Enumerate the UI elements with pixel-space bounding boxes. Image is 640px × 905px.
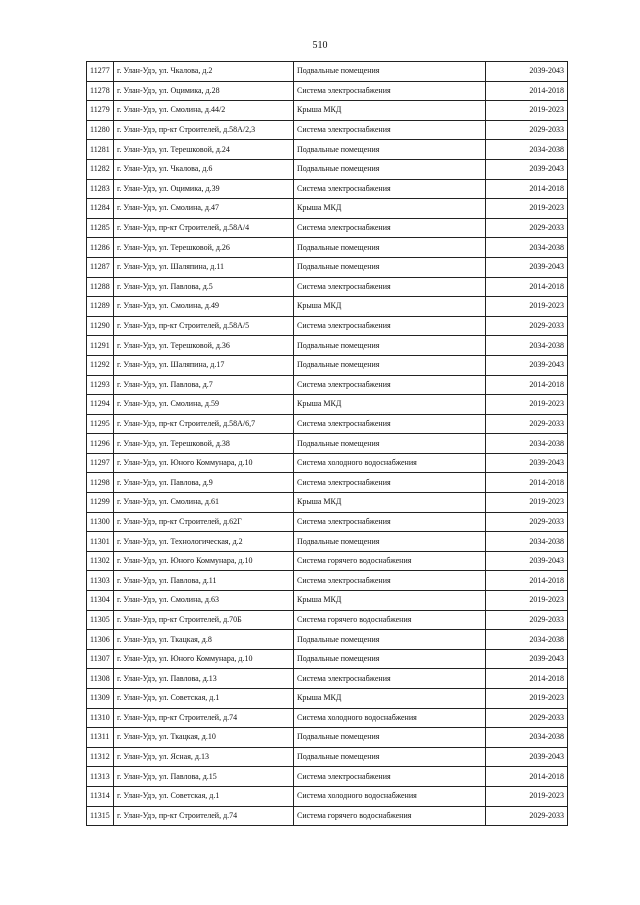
address-cell: г. Улан-Удэ, ул. Павлова, д.15 — [114, 767, 294, 787]
row-number-cell: 11296 — [87, 434, 114, 454]
address-cell: г. Улан-Удэ, ул. Смолина, д.47 — [114, 199, 294, 219]
period-cell: 2029-2033 — [486, 610, 568, 630]
period-cell: 2019-2023 — [486, 101, 568, 121]
address-cell: г. Улан-Удэ, ул. Шаляпина, д.11 — [114, 257, 294, 277]
system-cell: Система электроснабжения — [294, 473, 486, 493]
row-number-cell: 11306 — [87, 630, 114, 650]
system-cell: Подвальные помещения — [294, 336, 486, 356]
row-number-cell: 11304 — [87, 591, 114, 611]
row-number-cell: 11295 — [87, 414, 114, 434]
address-cell: г. Улан-Удэ, ул. Павлова, д.5 — [114, 277, 294, 297]
system-cell: Система электроснабжения — [294, 414, 486, 434]
table-row — [87, 669, 568, 689]
table-row — [87, 218, 568, 238]
row-number-cell: 11287 — [87, 257, 114, 277]
table-row — [87, 277, 568, 297]
table-row — [87, 708, 568, 728]
table-row — [87, 786, 568, 806]
system-cell: Система электроснабжения — [294, 571, 486, 591]
table-row — [87, 630, 568, 650]
table-row — [87, 355, 568, 375]
table-row — [87, 140, 568, 160]
system-cell: Подвальные помещения — [294, 62, 486, 82]
period-cell: 2019-2023 — [486, 786, 568, 806]
address-cell: г. Улан-Удэ, ул. Смолина, д.44/2 — [114, 101, 294, 121]
system-cell: Подвальные помещения — [294, 747, 486, 767]
system-cell: Подвальные помещения — [294, 630, 486, 650]
row-number-cell: 11291 — [87, 336, 114, 356]
address-cell: г. Улан-Удэ, ул. Павлова, д.11 — [114, 571, 294, 591]
row-number-cell: 11301 — [87, 532, 114, 552]
period-cell: 2034-2038 — [486, 630, 568, 650]
address-cell: г. Улан-Удэ, ул. Ткацкая, д.10 — [114, 728, 294, 748]
period-cell: 2034-2038 — [486, 532, 568, 552]
table-row — [87, 551, 568, 571]
system-cell: Система электроснабжения — [294, 375, 486, 395]
row-number-cell: 11284 — [87, 199, 114, 219]
row-number-cell: 11298 — [87, 473, 114, 493]
table-row — [87, 414, 568, 434]
period-cell: 2034-2038 — [486, 238, 568, 258]
address-cell: г. Улан-Удэ, пр-кт Строителей, д.58А/2,3 — [114, 120, 294, 140]
row-number-cell: 11302 — [87, 551, 114, 571]
address-cell: г. Улан-Удэ, ул. Смолина, д.61 — [114, 493, 294, 513]
address-cell: г. Улан-Удэ, пр-кт Строителей, д.74 — [114, 708, 294, 728]
period-cell: 2014-2018 — [486, 767, 568, 787]
registry-table-body — [87, 62, 568, 826]
row-number-cell: 11299 — [87, 493, 114, 513]
address-cell: г. Улан-Удэ, ул. Павлова, д.9 — [114, 473, 294, 493]
period-cell: 2029-2033 — [486, 218, 568, 238]
address-cell: г. Улан-Удэ, ул. Чкалова, д.6 — [114, 159, 294, 179]
period-cell: 2014-2018 — [486, 277, 568, 297]
period-cell: 2014-2018 — [486, 571, 568, 591]
row-number-cell: 11282 — [87, 159, 114, 179]
row-number-cell: 11293 — [87, 375, 114, 395]
address-cell: г. Улан-Удэ, ул. Советская, д.1 — [114, 786, 294, 806]
system-cell: Система электроснабжения — [294, 316, 486, 336]
address-cell: г. Улан-Удэ, ул. Смолина, д.59 — [114, 395, 294, 415]
row-number-cell: 11279 — [87, 101, 114, 121]
table-row — [87, 316, 568, 336]
period-cell: 2039-2043 — [486, 62, 568, 82]
address-cell: г. Улан-Удэ, ул. Павлова, д.7 — [114, 375, 294, 395]
system-cell: Система электроснабжения — [294, 218, 486, 238]
table-row — [87, 179, 568, 199]
row-number-cell: 11292 — [87, 355, 114, 375]
table-row — [87, 336, 568, 356]
system-cell: Подвальные помещения — [294, 140, 486, 160]
address-cell: г. Улан-Удэ, пр-кт Строителей, д.74 — [114, 806, 294, 826]
system-cell: Подвальные помещения — [294, 728, 486, 748]
table-row — [87, 728, 568, 748]
system-cell: Подвальные помещения — [294, 159, 486, 179]
period-cell: 2039-2043 — [486, 551, 568, 571]
table-row — [87, 493, 568, 513]
period-cell: 2019-2023 — [486, 689, 568, 709]
table-row — [87, 238, 568, 258]
row-number-cell: 11300 — [87, 512, 114, 532]
row-number-cell: 11312 — [87, 747, 114, 767]
address-cell: г. Улан-Удэ, ул. Юного Коммунара, д.10 — [114, 649, 294, 669]
row-number-cell: 11303 — [87, 571, 114, 591]
system-cell: Система электроснабжения — [294, 179, 486, 199]
row-number-cell: 11315 — [87, 806, 114, 826]
address-cell: г. Улан-Удэ, ул. Ясная, д.13 — [114, 747, 294, 767]
period-cell: 2014-2018 — [486, 669, 568, 689]
row-number-cell: 11297 — [87, 453, 114, 473]
period-cell: 2029-2033 — [486, 512, 568, 532]
table-row — [87, 806, 568, 826]
table-row — [87, 395, 568, 415]
period-cell: 2014-2018 — [486, 179, 568, 199]
address-cell: г. Улан-Удэ, ул. Смолина, д.63 — [114, 591, 294, 611]
row-number-cell: 11280 — [87, 120, 114, 140]
system-cell: Система горячего водоснабжения — [294, 610, 486, 630]
system-cell: Система электроснабжения — [294, 669, 486, 689]
period-cell: 2029-2033 — [486, 316, 568, 336]
table-row — [87, 649, 568, 669]
period-cell: 2019-2023 — [486, 493, 568, 513]
page-number: 510 — [312, 40, 328, 51]
period-cell: 2034-2038 — [486, 140, 568, 160]
table-row — [87, 689, 568, 709]
address-cell: г. Улан-Удэ, пр-кт Строителей, д.58А/5 — [114, 316, 294, 336]
system-cell: Крыша МКД — [294, 493, 486, 513]
period-cell: 2029-2033 — [486, 120, 568, 140]
row-number-cell: 11290 — [87, 316, 114, 336]
period-cell: 2039-2043 — [486, 747, 568, 767]
table-row — [87, 375, 568, 395]
period-cell: 2039-2043 — [486, 159, 568, 179]
period-cell: 2034-2038 — [486, 434, 568, 454]
row-number-cell: 11278 — [87, 81, 114, 101]
table-row — [87, 747, 568, 767]
row-number-cell: 11313 — [87, 767, 114, 787]
system-cell: Система электроснабжения — [294, 767, 486, 787]
period-cell: 2019-2023 — [486, 199, 568, 219]
row-number-cell: 11289 — [87, 297, 114, 317]
system-cell: Система горячего водоснабжения — [294, 551, 486, 571]
table-row — [87, 767, 568, 787]
row-number-cell: 11288 — [87, 277, 114, 297]
system-cell: Крыша МКД — [294, 689, 486, 709]
period-cell: 2019-2023 — [486, 591, 568, 611]
period-cell: 2039-2043 — [486, 649, 568, 669]
address-cell: г. Улан-Удэ, ул. Советская, д.1 — [114, 689, 294, 709]
system-cell: Подвальные помещения — [294, 257, 486, 277]
address-cell: г. Улан-Удэ, пр-кт Строителей, д.58А/4 — [114, 218, 294, 238]
row-number-cell: 11310 — [87, 708, 114, 728]
address-cell: г. Улан-Удэ, ул. Оцимика, д.39 — [114, 179, 294, 199]
table-row — [87, 571, 568, 591]
period-cell: 2039-2043 — [486, 355, 568, 375]
system-cell: Подвальные помещения — [294, 434, 486, 454]
system-cell: Крыша МКД — [294, 297, 486, 317]
address-cell: г. Улан-Удэ, ул. Терешковой, д.36 — [114, 336, 294, 356]
table-row — [87, 473, 568, 493]
table-row — [87, 257, 568, 277]
system-cell: Система электроснабжения — [294, 277, 486, 297]
period-cell: 2014-2018 — [486, 473, 568, 493]
table-row — [87, 453, 568, 473]
row-number-cell: 11305 — [87, 610, 114, 630]
table-row — [87, 610, 568, 630]
period-cell: 2029-2033 — [486, 414, 568, 434]
period-cell: 2039-2043 — [486, 257, 568, 277]
address-cell: г. Улан-Удэ, пр-кт Строителей, д.58А/6,7 — [114, 414, 294, 434]
table-row — [87, 532, 568, 552]
table-row — [87, 62, 568, 82]
period-cell: 2014-2018 — [486, 375, 568, 395]
row-number-cell: 11308 — [87, 669, 114, 689]
table-row — [87, 81, 568, 101]
row-number-cell: 11281 — [87, 140, 114, 160]
table-row — [87, 199, 568, 219]
system-cell: Крыша МКД — [294, 591, 486, 611]
table-row — [87, 101, 568, 121]
system-cell: Система электроснабжения — [294, 512, 486, 532]
table-row — [87, 120, 568, 140]
system-cell: Подвальные помещения — [294, 355, 486, 375]
system-cell: Система электроснабжения — [294, 120, 486, 140]
period-cell: 2019-2023 — [486, 297, 568, 317]
period-cell: 2029-2033 — [486, 708, 568, 728]
address-cell: г. Улан-Удэ, пр-кт Строителей, д.62Г — [114, 512, 294, 532]
address-cell: г. Улан-Удэ, ул. Технологическая, д.2 — [114, 532, 294, 552]
address-cell: г. Улан-Удэ, ул. Смолина, д.49 — [114, 297, 294, 317]
system-cell: Система холодного водоснабжения — [294, 708, 486, 728]
row-number-cell: 11311 — [87, 728, 114, 748]
row-number-cell: 11314 — [87, 786, 114, 806]
row-number-cell: 11285 — [87, 218, 114, 238]
period-cell: 2034-2038 — [486, 336, 568, 356]
system-cell: Система электроснабжения — [294, 81, 486, 101]
address-cell: г. Улан-Удэ, ул. Терешковой, д.24 — [114, 140, 294, 160]
table-row — [87, 512, 568, 532]
address-cell: г. Улан-Удэ, ул. Юного Коммунара, д.10 — [114, 551, 294, 571]
address-cell: г. Улан-Удэ, ул. Терешковой, д.26 — [114, 238, 294, 258]
row-number-cell: 11277 — [87, 62, 114, 82]
period-cell: 2029-2033 — [486, 806, 568, 826]
table-row — [87, 434, 568, 454]
address-cell: г. Улан-Удэ, ул. Терешковой, д.38 — [114, 434, 294, 454]
system-cell: Крыша МКД — [294, 395, 486, 415]
row-number-cell: 11286 — [87, 238, 114, 258]
table-row — [87, 297, 568, 317]
registry-table — [86, 61, 568, 826]
period-cell: 2019-2023 — [486, 395, 568, 415]
row-number-cell: 11283 — [87, 179, 114, 199]
table-row — [87, 159, 568, 179]
address-cell: г. Улан-Удэ, ул. Шаляпина, д.17 — [114, 355, 294, 375]
row-number-cell: 11294 — [87, 395, 114, 415]
system-cell: Крыша МКД — [294, 199, 486, 219]
system-cell: Подвальные помещения — [294, 238, 486, 258]
address-cell: г. Улан-Удэ, ул. Оцимика, д.28 — [114, 81, 294, 101]
period-cell: 2034-2038 — [486, 728, 568, 748]
system-cell: Подвальные помещения — [294, 649, 486, 669]
system-cell: Подвальные помещения — [294, 532, 486, 552]
row-number-cell: 11307 — [87, 649, 114, 669]
address-cell: г. Улан-Удэ, ул. Павлова, д.13 — [114, 669, 294, 689]
period-cell: 2039-2043 — [486, 453, 568, 473]
system-cell: Система горячего водоснабжения — [294, 806, 486, 826]
system-cell: Система холодного водоснабжения — [294, 786, 486, 806]
address-cell: г. Улан-Удэ, пр-кт Строителей, д.70Б — [114, 610, 294, 630]
address-cell: г. Улан-Удэ, ул. Чкалова, д.2 — [114, 62, 294, 82]
address-cell: г. Улан-Удэ, ул. Ткацкая, д.8 — [114, 630, 294, 650]
row-number-cell: 11309 — [87, 689, 114, 709]
table-row — [87, 591, 568, 611]
period-cell: 2014-2018 — [486, 81, 568, 101]
address-cell: г. Улан-Удэ, ул. Юного Коммунара, д.10 — [114, 453, 294, 473]
system-cell: Система холодного водоснабжения — [294, 453, 486, 473]
system-cell: Крыша МКД — [294, 101, 486, 121]
